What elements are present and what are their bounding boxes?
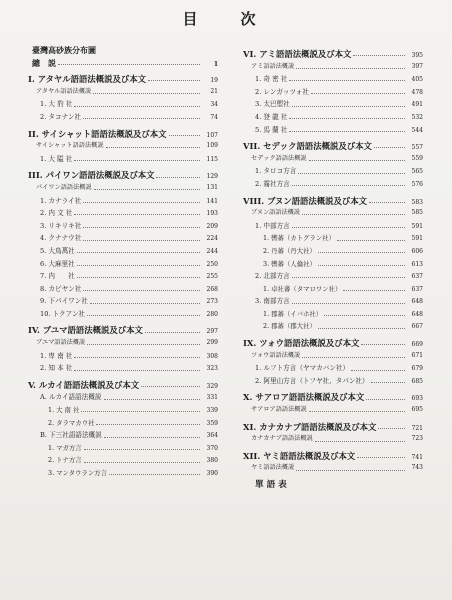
toc-entry-label: パイワン語語法概説 [36,183,92,191]
toc-entry-page: 576 [411,180,423,188]
toc-entry-page: 244 [206,247,218,255]
toc-entry [28,417,218,430]
toc-entry [243,232,423,245]
toc-entry [28,86,218,99]
toc-entry [243,421,423,434]
toc-entry-label: 2. 北部方言 [255,272,290,281]
toc-entry-page: 339 [206,407,218,415]
toc-entry-label: III. パイワン語語法概説及び本文 [28,170,155,181]
toc-entry [28,182,218,195]
leader-dots [83,115,200,119]
toc-entry-page: 329 [206,382,218,390]
toc-entry-page: 129 [206,173,218,181]
toc-entry-page: 613 [411,260,423,268]
toc-entry-page: 648 [411,310,423,318]
toc-entry-page: 695 [411,406,423,414]
leader-dots [371,379,405,383]
toc-entry-label: B. 下三社語語法概説 [40,431,102,440]
toc-entry-label: 4. 登 龍 社 [255,112,288,121]
toc-entry-page: 606 [411,247,423,255]
leader-dots [302,354,405,358]
toc-entry-page: 308 [206,352,218,360]
toc-entry [28,44,218,57]
toc-entry-label: 臺灣高砂族分布圖 [32,45,96,55]
leader-dots [141,383,200,387]
leader-dots [74,354,200,358]
leader-dots [343,287,405,291]
toc-entry-page: 250 [206,260,218,268]
toc-entry-page: 559 [411,154,423,162]
toc-entry-page: 34 [210,101,218,109]
toc-entry-label: V. ルカイ語語法概説及び本文 [28,379,140,390]
toc-entry-page: 74 [210,113,218,121]
toc-entry [28,283,218,296]
leader-dots [77,249,200,253]
leader-dots [366,396,405,400]
leader-dots [353,52,405,56]
toc-entry [28,195,218,208]
toc-entry [243,258,423,271]
leader-dots [369,199,405,203]
toc-entry [243,350,423,363]
toc-entry [243,337,423,350]
toc-entry-page: 331 [206,394,218,402]
toc-entry [28,467,218,480]
toc-entry [243,195,423,208]
toc-entry-page: 390 [206,470,218,477]
toc-entry-label: 6. 大麻里社 [40,259,75,268]
leader-dots [289,115,405,119]
leader-dots [104,396,200,400]
toc-entry-page: 693 [411,395,423,403]
toc-entry [243,391,423,404]
leader-dots [96,421,200,425]
leader-dots [98,49,200,52]
toc-entry-page: 209 [206,222,218,230]
toc-entry-label: 10. トクアン社 [40,309,86,318]
toc-entry [28,111,218,124]
leader-dots [77,262,200,266]
toc-entry-label: VII. セデック語語法概説及び本文 [243,141,372,152]
toc-entry [243,73,423,86]
toc-entry-label: セデック語語法概説 [251,154,307,162]
leader-dots [337,237,405,241]
toc-entry-label: 單 語 表 [255,480,287,490]
toc-entry-label: 2. 内 文 社 [40,209,73,218]
leader-dots [74,103,200,107]
toc-entry-label: A. ルカイ語語法概説 [40,393,102,402]
leader-dots [309,408,405,412]
leader-dots [302,211,405,215]
leader-dots [324,312,405,316]
toc-entry-label: 1. 郡蕃（イバホ社） [263,309,323,318]
toc-entry [28,258,218,271]
toc-entry-page: 1 [213,60,218,68]
toc-right-column [243,44,423,492]
toc-entry-label: 2. タラマカウ社 [48,418,95,427]
toc-entry [28,270,218,283]
leader-dots [309,157,405,161]
toc-entry-page: 591 [411,222,423,230]
toc-entry-label: ツォウ語語法概説 [251,351,301,359]
toc-entry-label: 7. 内 社 [40,272,75,281]
toc-entry-label: 2. 阿里山方言（トフヤ社、タパン社） [255,376,369,385]
toc-entry-label: VI. アミ語語法概説及び本文 [243,49,352,59]
toc-entry [243,320,423,333]
toc-entry-page: 193 [206,210,218,218]
toc-entry-label: 5. 馬 蘭 社 [255,125,288,134]
toc-entry-page: 741 [411,453,423,461]
toc-entry-page: 532 [411,113,423,121]
toc-entry-label: 1. 中部方言 [255,221,290,230]
toc-entry [243,61,423,74]
toc-entry-label: 1. カナライ社 [40,196,82,205]
toc-entry-page: 591 [411,235,423,243]
toc-entry-page: 380 [206,457,218,465]
toc-entry [28,337,218,350]
toc-entry-label: 2. タコナン社 [40,112,82,121]
toc-entry-label: 5. 大鳥萬社 [40,246,75,255]
toc-entry-label: 2. 霧社方言 [255,179,290,188]
leader-dots [357,454,405,458]
toc-entry [243,479,423,492]
toc-entry [28,232,218,245]
leader-dots [77,274,200,278]
toc-entry [28,128,218,141]
toc-entry-label: 2. トナ方言 [48,456,82,465]
toc-entry [243,220,423,233]
toc-entry-label: サアロア語語法概説 [251,406,307,414]
toc-entry-page: 224 [206,235,218,243]
toc-entry-label: 1. 轡蕃（カトグラン社） [263,234,335,243]
toc-entry-label: サイシャット語語法概説 [36,142,104,150]
toc-entry [243,165,423,178]
toc-entry-page: 107 [206,131,218,139]
toc-entry-label: 1. 大 南 社 [48,406,80,415]
leader-dots [292,182,405,186]
leader-dots [289,77,405,81]
toc-entry-page: 323 [206,365,218,373]
toc-entry [243,207,423,220]
toc-entry-label: 9. 下パイワン社 [40,297,88,306]
toc-entry-label: 1. 大 隘 社 [40,154,73,163]
toc-entry-page: 273 [206,298,218,306]
toc-entry-page: 364 [206,432,218,440]
leader-dots [318,325,405,329]
leader-dots [361,341,405,345]
leader-dots [94,186,200,190]
toc-entry-label: 2. 郡蕃（郡大社） [263,322,316,331]
leader-dots [315,438,405,442]
toc-entry [28,362,218,375]
toc-entry-label: 1. マガ方言 [48,443,82,452]
leader-dots [74,211,200,215]
toc-entry-label: 1. 卑 南 社 [40,351,73,360]
toc-entry [28,295,218,308]
toc-entry-page: 21 [210,87,218,95]
toc-entry-label: 1. ルフト方言（ヤマカバン社） [255,364,350,373]
toc-entry-page: 667 [411,323,423,331]
toc-entry [28,169,218,182]
leader-dots [81,408,200,412]
toc-entry-label: IX. ツォウ語語法概説及び本文 [243,338,360,349]
toc-entry-label: 2. 知 本 社 [40,364,73,373]
toc-entry-page: 648 [411,298,423,306]
toc-left-column [28,44,218,480]
leader-dots [83,199,200,203]
toc-entry-label: 3. マンタウラン方言 [48,469,107,477]
toc-entry [28,98,218,111]
toc-entry [28,379,218,392]
toc-entry-page: 115 [206,155,218,163]
toc-entry-page: 679 [411,365,423,373]
toc-entry [243,111,423,124]
toc-entry-page: 583 [411,198,423,206]
toc-entry-page: 141 [206,197,218,205]
toc-entry [28,308,218,321]
leader-dots [296,467,405,471]
toc-entry [243,450,423,463]
toc-entry-page: 297 [206,328,218,336]
toc-entry [243,283,423,296]
toc-entry [243,404,423,417]
toc-entry-label: アミ語語法概説 [251,62,295,70]
toc-entry [243,98,423,111]
toc-entry-page: 109 [206,142,218,150]
toc-entry-page: 669 [411,341,423,349]
toc-entry [28,153,218,166]
toc-entry-page: 395 [411,52,423,59]
toc-entry-page: 637 [411,285,423,293]
toc-entry-label: X. サアロア語語法概説及び本文 [243,392,365,403]
toc-entry [28,207,218,220]
toc-entry-page: 405 [411,76,423,84]
toc-entry [28,140,218,153]
leader-dots [87,341,200,345]
toc-entry [243,178,423,191]
page-title: 目 次 [182,10,270,28]
leader-dots [90,300,200,304]
leader-dots [58,61,200,65]
toc-entry-page: 637 [411,273,423,281]
toc-entry-page: 671 [411,351,423,359]
toc-entry-page: 743 [411,464,423,472]
leader-dots [145,329,200,333]
toc-entry [28,220,218,233]
toc-entry-label: 總 説 [32,57,56,68]
toc-entry-label: IV. ブユマ語語法概説及び本文 [28,325,143,336]
toc-entry [243,48,423,61]
toc-entry-page: 370 [206,444,218,452]
toc-entry [243,375,423,388]
toc-entry [243,362,423,375]
leader-dots [83,237,200,241]
toc-entry [28,57,218,70]
leader-dots [74,367,200,371]
toc-entry [243,124,423,137]
toc-entry-label: ブヌン語語法概説 [251,209,301,217]
toc-entry-page: 723 [411,435,423,443]
toc-entry-label: 8. カピヤン社 [40,284,82,293]
toc-entry-label: カナカナブ語語法概説 [251,435,313,443]
toc-entry-page: 131 [206,183,218,191]
toc-entry-page: 685 [411,377,423,385]
leader-dots [109,471,200,475]
toc-entry-page: 721 [411,424,423,432]
leader-dots [292,274,405,278]
leader-dots [104,434,200,438]
toc-entry-label: I. アタヤル語語法概説及び本文 [28,74,146,85]
toc-entry-label: 4. クナナウ社 [40,234,82,243]
toc-entry-label: 1. 卓社蕃（タマロワン社） [263,284,342,293]
toc-entry-label: II. サイシャット語語法概説及び本文 [28,128,167,139]
toc-entry-label: ヤミ語語法概説 [251,464,295,472]
toc-entry-page: 585 [411,209,423,217]
leader-dots [292,224,405,228]
leader-dots [318,262,405,266]
toc-entry-label: 3. リキリキ社 [40,221,82,230]
toc-entry-label: 1. 大 豹 社 [40,100,73,109]
leader-dots [296,65,405,69]
toc-entry-page: 478 [411,88,423,96]
toc-entry-page: 397 [411,62,423,70]
toc-entry [28,404,218,417]
leader-dots [93,90,200,94]
toc-entry-label: 3. 轡蕃（人倫社） [263,259,316,268]
leader-dots [351,367,405,371]
toc-entry-page: 544 [411,126,423,134]
leader-dots [87,312,200,316]
leader-dots [156,174,200,178]
leader-dots [74,157,200,161]
leader-dots [169,132,200,136]
toc-entry-label: XI. カナカナブ語語法概説及び本文 [243,421,377,432]
leader-dots [292,300,405,304]
toc-entry-label: ブユマ語語法概説 [36,339,86,347]
leader-dots [84,459,200,463]
leader-dots [289,128,405,132]
toc-entry-label: 2. レンガッツォ社 [255,87,309,96]
toc-entry [28,324,218,337]
toc-entry-label: 2. 丹蕃（丹大社） [263,246,316,255]
toc-entry-label: 1. 奇 密 社 [255,75,288,84]
toc-entry [28,429,218,442]
leader-dots [83,287,200,291]
leader-dots [289,484,405,487]
toc-entry-page: 565 [411,168,423,176]
toc-entry [243,245,423,258]
toc-entry-label: 1. タロコ方言 [255,167,297,176]
toc-entry-page: 19 [210,77,218,85]
toc-entry [243,462,423,475]
toc-entry-page: 491 [411,101,423,109]
toc-entry-label: アタヤル語語法概説 [36,87,92,95]
leader-dots [84,446,200,450]
toc-entry-label: VIII. ブヌン語語法概説及び本文 [243,195,367,206]
toc-entry [243,86,423,99]
leader-dots [311,90,405,94]
toc-entry [28,454,218,467]
leader-dots [298,170,405,174]
toc-entry [243,295,423,308]
toc-entry [243,433,423,446]
leader-dots [83,224,200,228]
leader-dots [318,249,405,253]
toc-entry [243,140,423,153]
leader-dots [378,425,405,429]
toc-entry-page: 255 [206,273,218,281]
leader-dots [292,103,405,107]
leader-dots [106,144,200,148]
toc-entry-page: 280 [206,310,218,318]
toc-entry [28,73,218,86]
toc-entry [28,442,218,455]
toc-entry [28,245,218,258]
toc-entry-page: 557 [411,144,423,152]
leader-dots [148,77,200,81]
toc-entry-label: XII. ヤミ語語法概説及び本文 [243,450,356,461]
toc-entry-page: 359 [206,419,218,427]
leader-dots [374,144,405,148]
toc-entry [243,270,423,283]
toc-entry [28,391,218,404]
toc-entry-page: 299 [206,339,218,347]
toc-entry-page: 268 [206,285,218,293]
toc-entry [28,350,218,363]
toc-entry-label: 3. 南部方言 [255,297,290,306]
toc-entry [243,308,423,321]
toc-entry-label: 3. 太巴塱社 [255,100,290,109]
toc-entry [243,153,423,166]
